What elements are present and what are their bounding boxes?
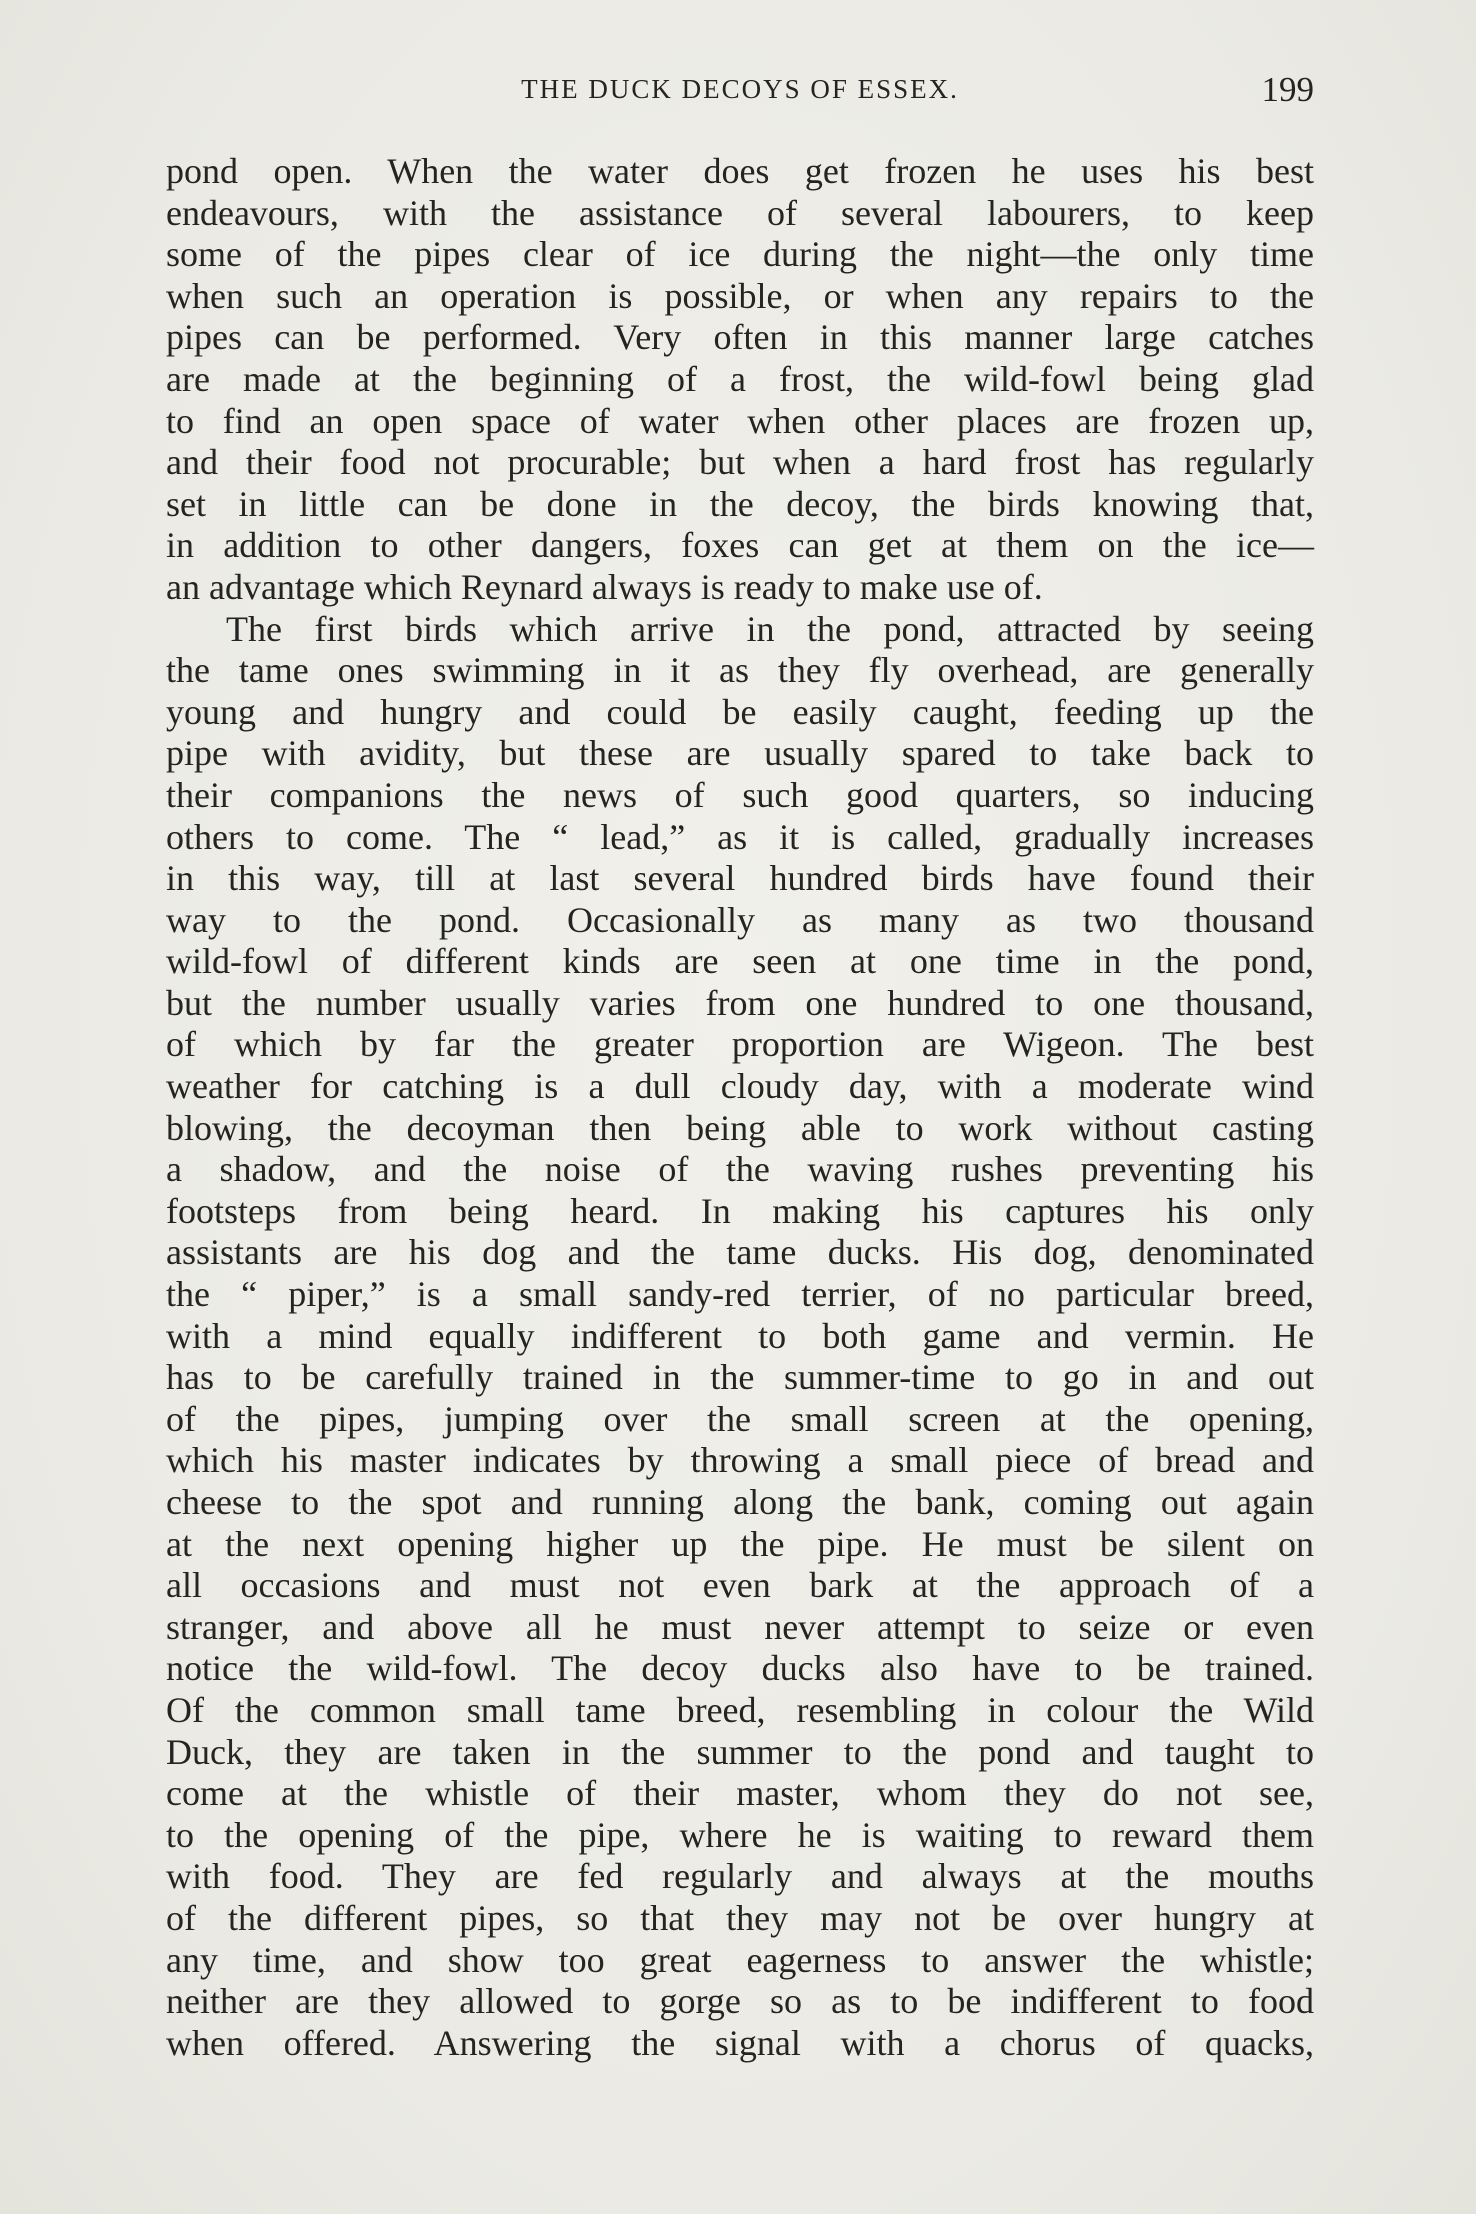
text-line: the “ piper,” is a small sandy-red terrier, of no particular breed, xyxy=(166,1274,1314,1315)
text-line: has to be carefully trained in the summer-time to go in and out xyxy=(166,1357,1314,1398)
text-line: a shadow, and the noise of the waving rushes preventing his xyxy=(166,1149,1314,1190)
text-line: endeavours, with the assistance of several labourers, to keep xyxy=(166,192,1314,233)
text-line: of which by far the greater proportion are Wigeon. The best xyxy=(166,1024,1314,1065)
text-line: all occasions and must not even bark at the approach of a xyxy=(166,1565,1314,1606)
text-line: notice the wild-fowl. The decoy ducks also have to be trained. xyxy=(166,1648,1314,1689)
text-line: when offered. Answering the signal with a chorus of quacks, xyxy=(166,2022,1314,2063)
text-line: but the number usually varies from one hundred to one thousand, xyxy=(166,982,1314,1023)
text-line: an advantage which Reynard always is ready to make use of. xyxy=(166,566,1043,607)
text-line: cheese to the spot and running along the bank, coming out again xyxy=(166,1482,1314,1522)
text-line: with food. They are fed regularly and always at the mouths xyxy=(166,1856,1314,1897)
text-line: some of the pipes clear of ice during the night—the only time xyxy=(166,234,1314,275)
text-line: their companions the news of such good quarters, so inducing xyxy=(166,774,1314,815)
text-line: pond open. When the water does get frozen he uses his best xyxy=(166,151,1314,191)
text-line: blowing, the decoyman then being able to work without casting xyxy=(166,1107,1314,1148)
text-line: young and hungry and could be easily caught, feeding up the xyxy=(166,691,1314,732)
body-text xyxy=(166,151,1314,2064)
text-line: neither are they allowed to gorge so as to be indifferent to food xyxy=(166,1981,1314,2022)
text-line: Duck, they are taken in the summer to the pond and taught to xyxy=(166,1731,1314,1772)
text-line: and their food not procurable; but when a hard frost has regularly xyxy=(166,442,1314,483)
page-number: 199 xyxy=(1261,70,1314,109)
text-line: Of the common small tame breed, resembling in colour the Wild xyxy=(166,1689,1314,1730)
text-line: weather for catching is a dull cloudy day, with a moderate wind xyxy=(166,1066,1314,1107)
text-line: stranger, and above all he must never attempt to seize or even xyxy=(166,1606,1314,1647)
text-line: come at the whistle of their master, whom they do not see, xyxy=(166,1773,1314,1814)
text-line: wild-fowl of different kinds are seen at one time in the pond, xyxy=(166,941,1314,982)
text-line: with a mind equally indifferent to both game and vermin. He xyxy=(166,1315,1314,1356)
text-line: in this way, till at last several hundred birds have found their xyxy=(166,858,1314,899)
text-line: pipe with avidity, but these are usually spared to take back to xyxy=(166,733,1314,774)
text-line: to the opening of the pipe, where he is waiting to reward them xyxy=(166,1814,1314,1855)
text-line: others to come. The “ lead,” as it is called, gradually increases xyxy=(166,816,1314,857)
text-line: The first birds which arrive in the pond, attracted by seeing xyxy=(226,608,1314,649)
text-line: footsteps from being heard. In making his captures his only xyxy=(166,1190,1314,1231)
text-line: set in little can be done in the decoy, the birds knowing that, xyxy=(166,483,1314,524)
running-title: THE DUCK DECOYS OF ESSEX. xyxy=(521,74,959,104)
text-line: to find an open space of water when other places are frozen up, xyxy=(166,400,1314,441)
text-line: the tame ones swimming in it as they fly overhead, are generally xyxy=(166,650,1314,691)
text-line: which his master indicates by throwing a small piece of bread and xyxy=(166,1440,1314,1481)
text-line: in addition to other dangers, foxes can get at them on the ice— xyxy=(166,525,1314,566)
text-line: pipes can be performed. Very often in this manner large catches xyxy=(166,317,1314,358)
text-line: assistants are his dog and the tame ducks. His dog, denominated xyxy=(166,1232,1314,1273)
text-line: of the pipes, jumping over the small screen at the opening, xyxy=(166,1398,1314,1439)
text-line: are made at the beginning of a frost, the wild-fowl being glad xyxy=(166,358,1314,399)
text-line: way to the pond. Occasionally as many as two thousand xyxy=(166,899,1314,940)
text-line: when such an operation is possible, or when any repairs to the xyxy=(166,275,1314,316)
text-line: at the next opening higher up the pipe. He must be silent on xyxy=(166,1523,1314,1564)
running-head xyxy=(166,70,1314,118)
text-line: of the different pipes, so that they may not be over hungry at xyxy=(166,1897,1314,1938)
text-line: any time, and show too great eagerness to answer the whistle; xyxy=(166,1939,1314,1980)
